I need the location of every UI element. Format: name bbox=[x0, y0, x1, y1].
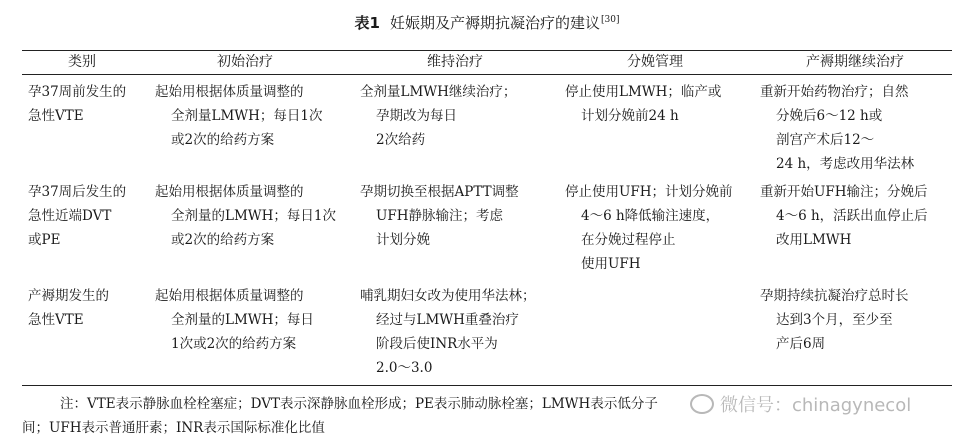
table-row-1-postpartum: 重新开始药物治疗；自然 分娩后6～12 h或 剖宫产术后12～ 24 h，考虑改用华法林 bbox=[760, 84, 915, 172]
header-postpartum-treatment: 产褥期继续治疗 bbox=[806, 54, 904, 70]
table-row-1-category: 孕37周前发生的 急性VTE bbox=[28, 84, 127, 124]
table-caption bbox=[0, 10, 974, 33]
header-initial-treatment: 初始治疗 bbox=[217, 54, 273, 70]
header-category: 类别 bbox=[68, 54, 96, 70]
table-row-3-maintenance: 哺乳期妇女改为使用华法林； 经过与LMWH重叠治疗 阶段后使INR水平为 2.0～3.0 bbox=[360, 288, 536, 376]
table-top-rule bbox=[22, 50, 952, 51]
table-row-2-category: 孕37周后发生的 急性近端DVT 或PE bbox=[28, 184, 127, 248]
table-header-rule bbox=[22, 74, 952, 75]
table-row-2-initial: 起始用根据体质量调整的 全剂量的LMWH；每日1次 或2次的给药方案 bbox=[155, 184, 337, 248]
table-footnote: 注：VTE表示静脉血栓栓塞症；DVT表示深静脉血栓形成；PE表示肺动脉栓塞；LMWH表示低分子 间；UFH表示普通肝素；INR表示国际标准化比值 bbox=[22, 396, 658, 436]
table-row-3-category: 产褥期发生的 急性VTE bbox=[28, 288, 109, 328]
table-row-3-initial: 起始用根据体质量调整的 全剂量的LMWH；每日 1次或2次的给药方案 bbox=[155, 288, 314, 352]
table-row-2-delivery: 停止使用UFH；计划分娩前 4～6 h降低输注速度， 在分娩过程停止 使用UFH bbox=[565, 184, 733, 272]
table-row-1-initial: 起始用根据体质量调整的 全剂量LMWH；每日1次 或2次的给药方案 bbox=[155, 84, 323, 148]
table-row-1-delivery: 停止使用LMWH；临产或 计划分娩前24 h bbox=[565, 84, 722, 124]
table-row-1-maintenance: 全剂量LMWH继续治疗； 孕期改为每日 2次给药 bbox=[360, 84, 517, 148]
wechat-logo-icon bbox=[690, 394, 714, 414]
wechat-watermark: 微信号：chinagynecol bbox=[690, 391, 911, 417]
header-maintenance-treatment: 维持治疗 bbox=[427, 54, 483, 70]
header-delivery-management: 分娩管理 bbox=[627, 54, 683, 70]
reference-mark: [30] bbox=[600, 15, 620, 25]
table-bottom-rule bbox=[22, 385, 952, 386]
table-row-3-postpartum: 孕期持续抗凝治疗总时长 达到3个月，至少至 产后6周 bbox=[760, 288, 909, 352]
table-row-2-maintenance: 孕期切换至根据APTT调整 UFH静脉输注；考虑 计划分娩 bbox=[360, 184, 519, 248]
table-label: 表1 bbox=[354, 14, 380, 32]
table-title: 妊娠期及产褥期抗凝治疗的建议 bbox=[389, 14, 600, 32]
table-row-2-postpartum: 重新开始UFH输注；分娩后 4～6 h，活跃出血停止后 改用LMWH bbox=[760, 184, 928, 248]
